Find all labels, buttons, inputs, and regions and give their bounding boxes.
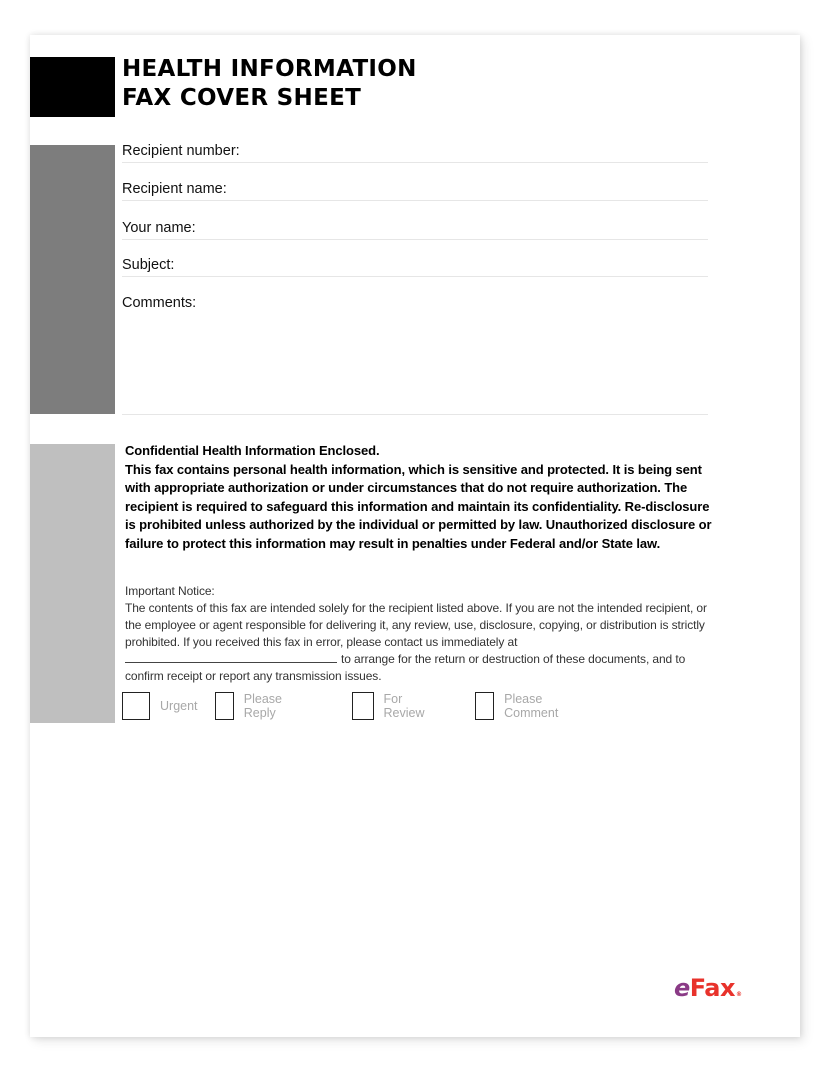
field-label: Recipient number: [122,143,240,159]
title-accent-bar [30,57,115,117]
notice-body [125,600,715,685]
field-label: Recipient name: [122,181,227,197]
notice-accent-bar [30,444,115,723]
checkbox-square-icon[interactable] [352,692,374,720]
field-label: Comments: [122,295,197,311]
checkbox-for-review[interactable] [352,692,431,720]
field-label: Subject: [122,257,175,273]
subject-field[interactable] [122,257,708,277]
page-title [122,55,417,113]
checkbox-label: Urgent [160,699,198,713]
registered-mark: ® [735,991,742,998]
title-line-1: HEALTH INFORMATION [122,56,417,82]
checkbox-please-reply[interactable] [215,692,291,720]
recipient-number-field[interactable] [122,143,708,163]
checkbox-urgent[interactable] [122,692,198,720]
checkbox-square-icon[interactable] [475,692,494,720]
logo-prefix: e [674,974,690,1002]
comments-field[interactable] [122,293,708,415]
notice-body-before: The contents of this fax are intended solely for the recipient listed above. If you are not the intended recipient, or the employee or agent responsible for delivering it, any review, use, disclosure, copying, or distribution is strictly prohibited. If you received this fax in error, please contact us immediately at [125,601,707,649]
checkbox-square-icon[interactable] [122,692,150,720]
confidentiality-statement [125,442,715,553]
important-notice [125,583,715,685]
confidentiality-body: This fax contains personal health information, which is sensitive and protected. It is being sent with appropriate authorization or under circumstances that do not require authorization. The recipient is required to safeguard this information and maintain its confidentiality. Re-disclosure is prohibited unless authorized by the individual or permitted by law. Unauthorized disclosure or failure to protect this information may result in penalties under Federal and/or State law. [125,461,712,551]
checkbox-square-icon[interactable] [215,692,234,720]
title-line-2: FAX COVER SHEET [122,85,362,111]
field-label: Your name: [122,220,196,236]
checkbox-label: For Review [383,692,425,720]
checkbox-label: Please Comment [504,692,559,720]
fax-cover-page [30,35,800,1037]
fields-accent-bar [30,145,115,414]
contact-blank-line[interactable] [125,651,337,663]
confidentiality-heading: Confidential Health Information Enclosed. [125,443,380,458]
checkbox-please-comment[interactable] [475,692,567,720]
recipient-name-field[interactable] [122,181,708,201]
checkbox-label: Please Reply [243,692,282,720]
notice-heading: Important Notice: [125,584,215,598]
notice-body-after: to arrange for the return or destruction of these documents, and to confirm receipt or report any transmission issues. [125,652,686,683]
efax-logo [674,974,741,1009]
your-name-field[interactable] [122,220,708,240]
logo-name: Fax [689,974,735,1002]
